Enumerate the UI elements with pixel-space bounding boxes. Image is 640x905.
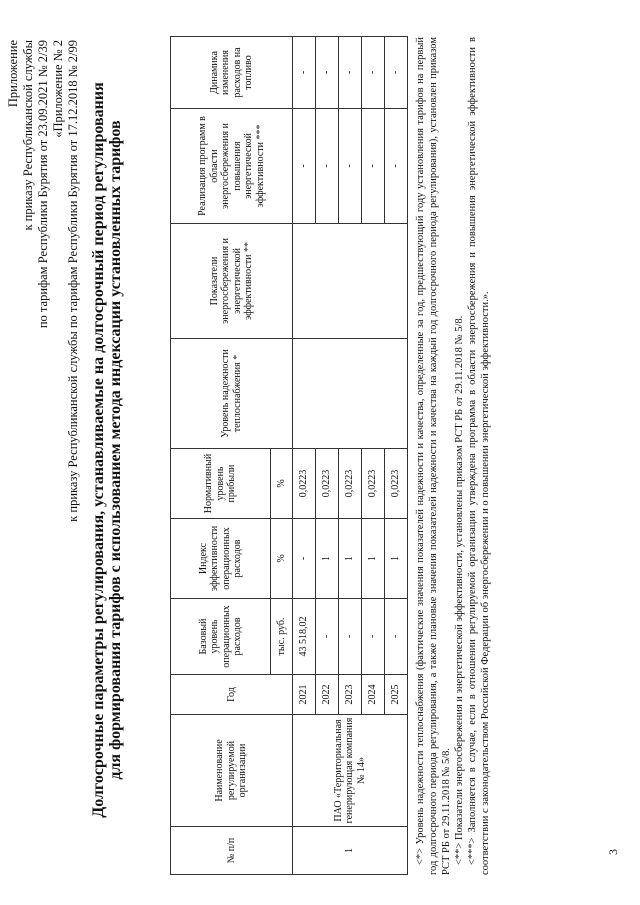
cell-base: 43 518,02 [293,599,316,675]
title-line-2: для формирования тарифов с использованием метода индексации установленных тарифов [107,120,124,780]
header-line-1: Приложение [6,40,20,108]
footnote-1: <*> Уровень надежности теплоснабжения (фактические значения показателей надежности и качества, определенные за год, предшествующий году установления тарифов на первый год долгосрочного периода регулирования, а также плановые значения показателей надежности и качества на каждый год долгосрочного периода регулирования), установлен приказом РСТ РБ от 29.11.2018 № 5/8. [415,37,452,875]
parameters-table [170,36,408,875]
cell-index: 1 [339,519,362,599]
header-reliability: Уровень надежности теплоснабжения * [171,339,293,449]
cell-programs: - [362,109,385,224]
table-row [293,37,316,875]
cell-profit: 0,0223 [385,449,408,519]
header-line-2: к приказу Республиканской службы [21,40,35,231]
cell-fuel: - [293,37,316,109]
header-block [6,40,81,522]
document-title [90,55,124,845]
footnote-3: <***> Заполняется в случае, если в отношении регулируемой организации утверждена программа в области энергосбережения и повышения энергетической эффективности в соответствии с законодательством Российской Федерации об энергосбережении и о повышении энергетической эффективности.». [467,37,491,875]
header-num: № п/п [171,827,293,875]
cell-fuel: - [339,37,362,109]
cell-index: - [293,519,316,599]
cell-profit: 0,0223 [316,449,339,519]
header-org: Наименование регулируемой организации [171,715,293,827]
cell-fuel: - [385,37,408,109]
header-year: Год [171,675,293,715]
cell-year: 2023 [339,675,362,715]
cell-programs: - [316,109,339,224]
header-energy: Показатели энергосбережения и энергетической эффективности ** [171,224,293,339]
cell-year: 2021 [293,675,316,715]
cell-year: 2024 [362,675,385,715]
title-line-1: Долгосрочные параметры регулирования, устанавливаемые на долгосрочный период регулирования [90,82,107,818]
cell-fuel: - [316,37,339,109]
unit-base: тыс. руб. [271,599,293,675]
cell-index: 1 [385,519,408,599]
unit-index: % [271,519,293,599]
row-number: 1 [293,827,408,875]
cell-year: 2022 [316,675,339,715]
cell-profit: 0,0223 [362,449,385,519]
header-index: Индекс эффективности операционных расходов [171,519,271,599]
cell-energy [293,224,408,339]
cell-reliability [293,339,408,449]
cell-base: - [385,599,408,675]
cell-profit: 0,0223 [293,449,316,519]
cell-base: - [316,599,339,675]
header-line-5: к приказу Республиканской службы по тарифам Республики Бурятия от 17.12.2018 № 2/99 [66,40,80,522]
cell-year: 2025 [385,675,408,715]
cell-base: - [362,599,385,675]
cell-profit: 0,0223 [339,449,362,519]
footnote-2: <**> Показатели энергосбережения и энергетической эффективности, установлены приказом РСТ РБ от 29.11.2018 № 5/8. [454,315,465,865]
footnotes [414,37,492,875]
header-programs: Реализация программ в области энергосбережения и повышения энергетической эффективности *** [171,109,293,224]
header-base: Базовый уровень операционных расходов [171,599,271,675]
header-profit: Нормативный уровень прибыли [171,449,271,519]
org-name: ПАО «Территориальная генерирующая компания № 14» [293,715,408,827]
cell-programs: - [293,109,316,224]
page-number: 3 [606,849,620,855]
cell-base: - [339,599,362,675]
cell-programs: - [385,109,408,224]
cell-index: 1 [362,519,385,599]
header-fuel: Динамика изменения расходов на топливо [171,37,293,109]
header-line-4: «Приложение № 2 [51,40,65,138]
header-line-3: по тарифам Республики Бурятия от 23.09.2021 № 2/39 [36,40,50,329]
cell-programs: - [339,109,362,224]
cell-index: 1 [316,519,339,599]
cell-fuel: - [362,37,385,109]
unit-profit: % [271,449,293,519]
